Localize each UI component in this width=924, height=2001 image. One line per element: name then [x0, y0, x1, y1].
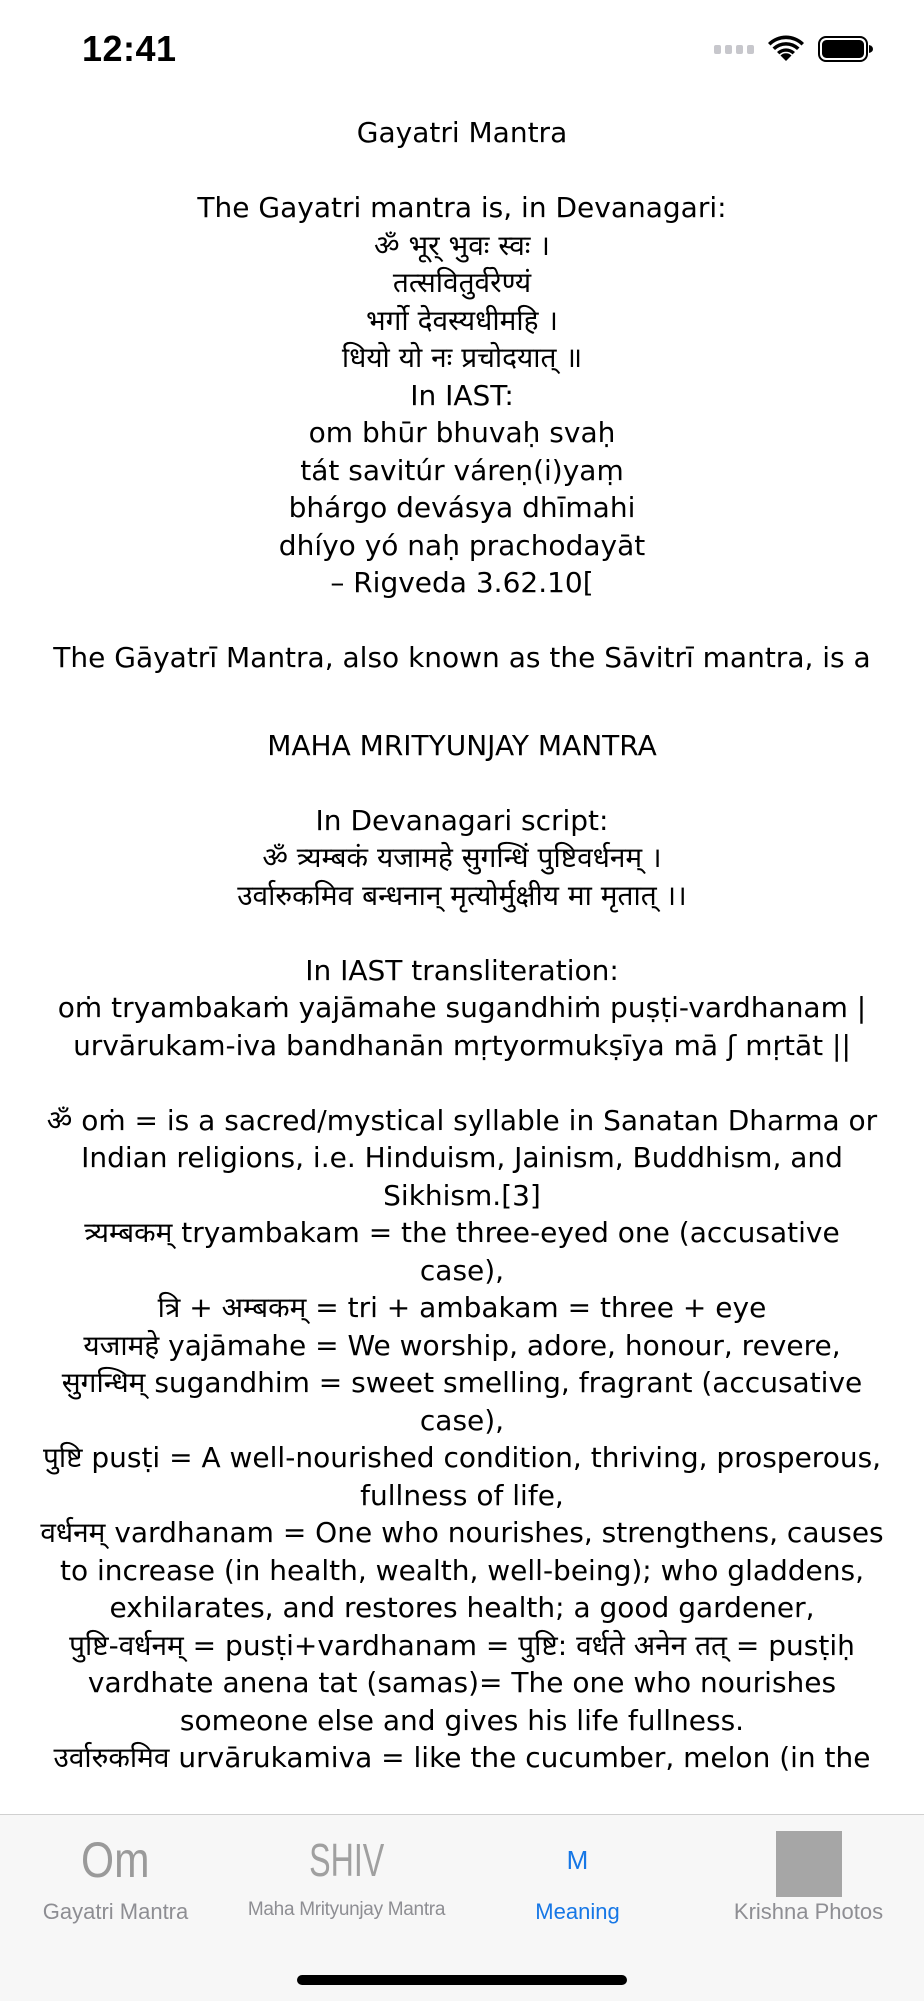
tab-gayatri-mantra[interactable] — [0, 1815, 231, 1925]
meaning-m-icon: M — [566, 1844, 589, 1875]
gayatri-source: – Rigveda 3.62.10[ — [330, 566, 594, 599]
maha-iast-line-1: oṁ tryambakaṁ yajāmahe sugandhiṁ puṣṭi-vardhanam | — [57, 991, 867, 1024]
meaning-tri-ambakam: त्रि + अम्बकम् = tri + ambakam = three + eye — [157, 1291, 767, 1324]
meaning-vardhanam: वर्धनम् vardhanam = One who nourishes, strengthens, causes to increase (in health, wealth, well-being); who gladdens, exhilarates, and restores health; a good gardener, — [40, 1516, 884, 1624]
home-indicator — [297, 1975, 627, 1985]
gayatri-devanagari-line-2: तत्सवितुर्वरेण्यं — [392, 266, 532, 299]
status-time: 12:41 — [82, 28, 177, 69]
maha-devanagari-line-2: उर्वारुकमिव बन्धनान् मृत्योर्मुक्षीय मा मृतात् ।। — [237, 878, 687, 912]
gayatri-devanagari-line-4: धियो यो नः प्रचोदयात् ॥ — [341, 341, 583, 374]
tab-meaning-label: Meaning — [535, 1899, 620, 1924]
battery-icon — [818, 35, 874, 63]
status-bar — [0, 0, 924, 100]
photo-placeholder-icon — [693, 1825, 924, 1895]
tab-gayatri-mantra-label: Gayatri Mantra — [42, 1899, 189, 1924]
meaning-urvarukamiva: उर्वारुकमिव urvārukamiva = like the cucumber, melon (in the — [53, 1741, 871, 1774]
gayatri-intro: The Gayatri mantra is, in Devanagari: — [197, 191, 727, 224]
gayatri-iast-heading: In IAST: — [410, 378, 514, 412]
gayatri-iast-line-2: tát savitúr váreṇ(i)yaṃ — [300, 453, 624, 487]
meaning-pusti-vardhanam: पुष्टि-वर्धनम् = pusṭi+vardhanam = पुष्टि: वर्धते अनेन तत् = pusṭiḥ vardhate anena tat (samas)= The one who nourishes someone else and gives his life fullness. — [69, 1628, 855, 1737]
om-icon: Om — [81, 1832, 150, 1888]
meaning-om: ॐ oṁ = is a sacred/mystical syllable in Sanatan Dharma or Indian religions, i.e. Hinduism, Jainism, Buddhism, and Sikhism.[3] — [46, 1103, 878, 1212]
wifi-icon — [768, 35, 804, 63]
maha-devanagari-heading: In Devanagari script: — [315, 803, 609, 837]
meaning-tryambakam: त्र्यम्बकम् tryambakam = the three-eyed one (accusative case), — [84, 1216, 840, 1287]
tab-maha-mrityunjay-mantra-label: Maha Mrityunjay Mantra — [247, 1899, 446, 1920]
meaning-sugandhim: सुगन्धिम् sugandhim = sweet smelling, fragrant (accusative case), — [61, 1366, 863, 1437]
gayatri-title: Gayatri Mantra — [356, 116, 568, 149]
gayatri-devanagari-line-1: ॐ भूर् भुवः स्वः । — [374, 228, 550, 262]
gayatri-paragraph: The Gāyatrī Mantra, also known as the Sāvitrī mantra, is a — [53, 641, 871, 674]
gayatri-iast-line-3: bhárgo devásya dhīmahi — [288, 491, 636, 524]
meaning-text-content — [40, 114, 884, 1796]
tab-meaning[interactable] — [462, 1815, 693, 1925]
meaning-pusti: पुष्टि pusṭi = A well-nourished condition, thriving, prosperous, fullness of life, — [42, 1441, 882, 1512]
shiv-icon: SHIV — [308, 1834, 385, 1886]
tab-maha-mrityunjay-mantra[interactable] — [231, 1815, 462, 1925]
maha-devanagari-line-1: ॐ त्र्यम्बकं यजामहे सुगन्धिं पुष्टिवर्धनम् । — [262, 841, 662, 874]
gayatri-devanagari-line-3: भर्गो देवस्यधीमहि । — [365, 303, 559, 337]
status-icons — [714, 32, 874, 66]
maha-iast-heading: In IAST transliteration: — [305, 953, 619, 987]
gayatri-iast-line-1: om bhūr bhuvaḥ svaḥ — [308, 416, 616, 449]
meaning-yajamahe: यजामहे yajāmahe = We worship, adore, honour, revere, — [83, 1328, 841, 1362]
tab-bar — [0, 1814, 924, 2001]
tab-krishna-photos[interactable] — [693, 1815, 924, 1925]
maha-title: MAHA MRITYUNJAY MANTRA — [267, 728, 657, 762]
tab-krishna-photos-label: Krishna Photos — [733, 1899, 884, 1924]
maha-iast-line-2: urvārukam-iva bandhanān mṛtyormukṣīya mā ʃ mṛtāt || — [73, 1028, 851, 1062]
gayatri-iast-line-4: dhíyo yó naḥ prachodayāt — [278, 528, 646, 562]
cellular-signal-icon — [714, 45, 754, 54]
